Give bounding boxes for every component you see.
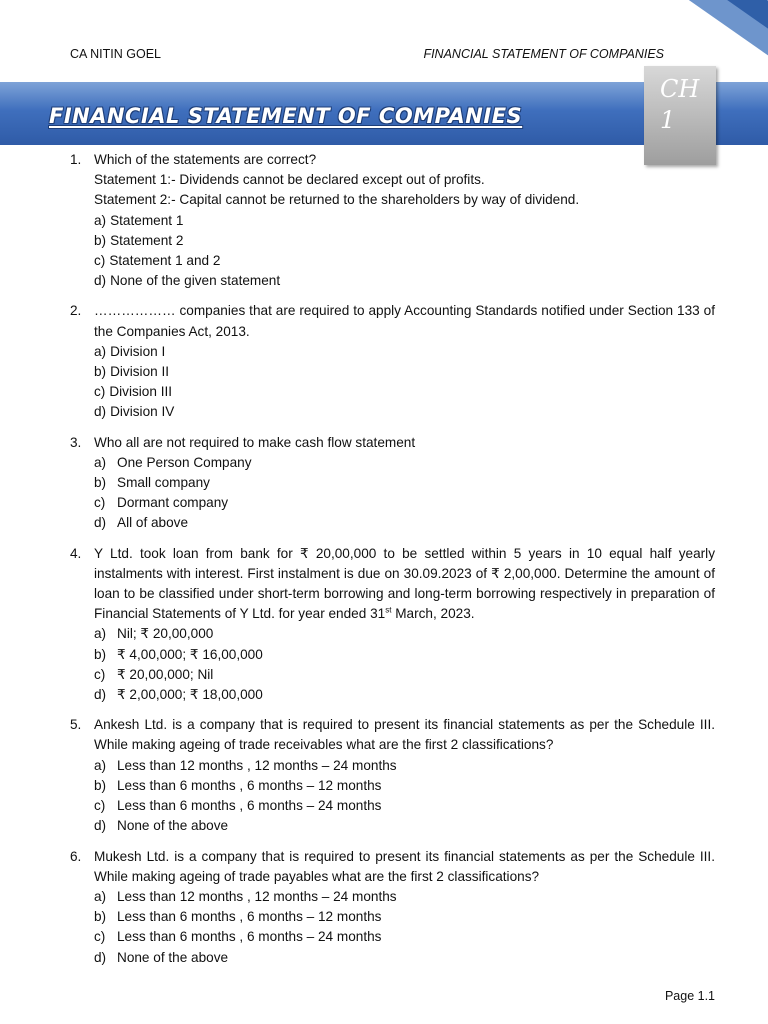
question-3 [70,433,715,534]
option-b: b) Statement 2 [94,232,184,248]
question-number: 2. [70,303,82,319]
option-d: d) None of the above [94,818,229,834]
option-a: a) Less than 12 months , 12 months – 24 months [94,888,397,904]
option-b: b) Division II [94,364,170,380]
option-b: b) ₹ 4,00,000; ₹ 16,00,000 [94,646,263,662]
option-d: d) Division IV [94,404,175,420]
question-number: 4. [70,545,82,561]
question-1 [70,150,715,291]
option-c: c) ₹ 20,00,000; Nil [94,666,214,682]
option-d: d) All of above [94,515,189,531]
header-author: CA NITIN GOEL [70,47,161,61]
question-number: 5. [70,717,82,733]
option-c: c) Less than 6 months , 6 months – 24 months [94,798,382,814]
running-header [70,47,664,61]
question-stem: Ankesh Ltd. is a company that is required to present its financial statements as per the Schedule III. While making ageing of trade receivables what are the first 2 classifications? [94,717,715,753]
question-list [70,150,715,978]
option-d: d) ₹ 2,00,000; ₹ 18,00,000 [94,687,263,703]
question-stem-line: Statement 1:- Dividends cannot be declared except out of profits. [94,172,485,188]
option-a: a) Statement 1 [94,212,184,228]
option-b: b) Small company [94,475,210,491]
chapter-badge-label: CH [660,75,700,103]
header-subject: FINANCIAL STATEMENT OF COMPANIES [423,47,664,61]
option-a: a) One Person Company [94,454,252,470]
question-stem-line: Which of the statements are correct? [94,152,317,167]
option-a: a) Division I [94,343,166,359]
page-number: Page 1.1 [664,989,715,1003]
option-a: a) Nil; ₹ 20,00,000 [94,626,214,642]
question-5 [70,715,715,836]
chapter-badge-number: 1 [660,106,676,135]
ordinal-suffix: st [385,605,392,615]
option-a: a) Less than 12 months , 12 months – 24 months [94,757,397,773]
option-c: c) Division III [94,384,173,400]
question-number: 1. [70,152,82,167]
question-stem: Who all are not required to make cash flow statement [94,434,416,450]
question-4 [70,544,715,706]
option-c: c) Dormant company [94,495,229,511]
question-number: 3. [70,434,82,450]
question-stem: ……………… companies that are required to apply Accounting Standards notified under Section 133 of the Companies Act, 2013. [94,303,715,339]
question-number: 6. [70,848,82,864]
corner-ribbon-decoration [658,0,768,70]
question-stem: Y Ltd. took loan from bank for ₹ 20,00,000 to be settled within 5 years in 10 equal half yearly instalments with interest. First instalment is due on 30.09.2023 of ₹ 2,00,000. Determine the amount of loan to be classified under short-term borrowing and long-term borrowing respectively in preparation of Financial Statements of Y Ltd. for year ended 31st March, 2023. [94,545,715,622]
question-stem-line: Statement 2:- Capital cannot be returned to the shareholders by way of dividend. [94,192,580,208]
question-stem: Mukesh Ltd. is a company that is required to present its financial statements as per the Schedule III. While making ageing of trade payables what are the first 2 classifications? [94,848,715,884]
banner-title: FINANCIAL STATEMENT OF COMPANIES [49,104,523,128]
option-d: d) None of the given statement [94,273,281,289]
question-6 [70,847,715,968]
option-c: c) Statement 1 and 2 [94,253,221,269]
option-c: c) Less than 6 months , 6 months – 24 months [94,929,382,945]
option-b: b) Less than 6 months , 6 months – 12 months [94,909,382,925]
question-2 [70,301,715,422]
option-b: b) Less than 6 months , 6 months – 12 months [94,777,382,793]
option-d: d) None of the above [94,949,229,965]
